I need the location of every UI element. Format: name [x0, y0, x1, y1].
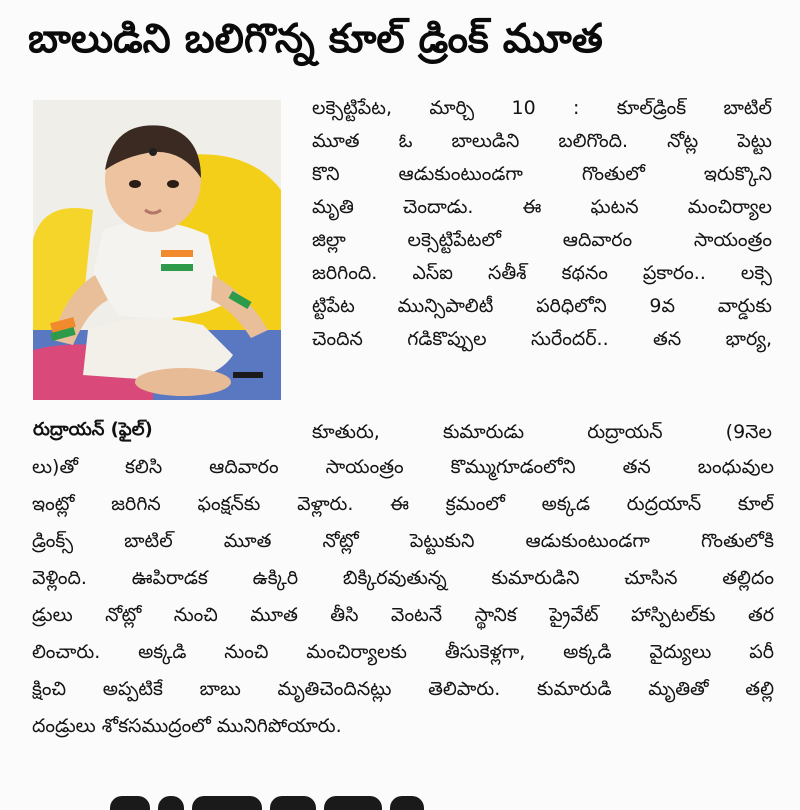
article-line: ట్టిపేట మున్సిపాలిటీ పరిధిలోని 9వ వార్డుకు [312, 295, 772, 317]
article-line: డ్రింక్స్ బాటిల్ మూత నోట్లో పెట్టుకుని ఆడుకుంటుండగా గొంతులోకి [32, 530, 774, 552]
article-line: లించారు. అక్కడి నుంచి మంచిర్యాలకు తీసుకెళ్లగా, అక్కడి వైద్యులు పరీ [32, 641, 774, 663]
next-headline-cutoff [110, 796, 470, 810]
article-headline: బాలుడిని బలిగొన్న కూల్ డ్రింక్ మూత [28, 16, 603, 62]
article-line: కూతురు, కుమారుడు రుద్రాయన్ (9నెల [312, 421, 772, 443]
article-line: జరిగింది. ఎస్ఐ సతీశ్ కథనం ప్రకారం.. లక్సె [312, 262, 772, 284]
article-line: డ్రులు నోట్లో నుంచి మూత తీసి వెంటనే స్థానిక ప్రైవేట్ హాస్పిటల్‌కు తర [32, 604, 774, 626]
article-line: కొని ఆడుకుంటుండగా గొంతులో ఇరుక్కొని [312, 163, 772, 185]
photo-caption: రుద్రాయన్ (ఫైల్) [33, 419, 153, 440]
article-line: లు)తో కలిసి ఆదివారం సాయంత్రం కొమ్ముగూడంలోని తన బంధువుల [32, 456, 774, 478]
article-line: దండ్రులు శోకసముద్రంలో మునిగిపోయారు. [32, 715, 342, 737]
article-line: ఇంట్లో జరిగిన ఫంక్షన్‌కు వెళ్లారు. ఈ క్రమంలో అక్కడ రుద్రయాన్ కూల్ [32, 493, 774, 515]
article-line: మూత ఓ బాలుడిని బలిగొంది. నోట్ల పెట్టు [312, 130, 772, 152]
article-line: చెందిన గడికొప్పుల సురేందర్.. తన భార్య, [312, 328, 772, 350]
article-line: జిల్లా లక్సెట్టిపేటలో ఆదివారం సాయంత్రం [312, 229, 772, 251]
article-line: మృతి చెందాడు. ఈ ఘటన మంచిర్యాల [312, 196, 772, 218]
article-line: వెళ్లింది. ఊపిరాడక ఉక్కిరి బిక్కిరవుతున్న కుమారుడిని చూసిన తల్లిదం [32, 567, 774, 589]
article-line: లక్సెట్టిపేట, మార్చి 10 : కూల్‌డ్రింక్ బాటిల్ [312, 97, 772, 119]
article-line: క్షించి అప్పటికే బాబు మృతిచెందినట్లు తెలిపారు. కుమారుడి మృతితో తల్లి [32, 678, 774, 700]
